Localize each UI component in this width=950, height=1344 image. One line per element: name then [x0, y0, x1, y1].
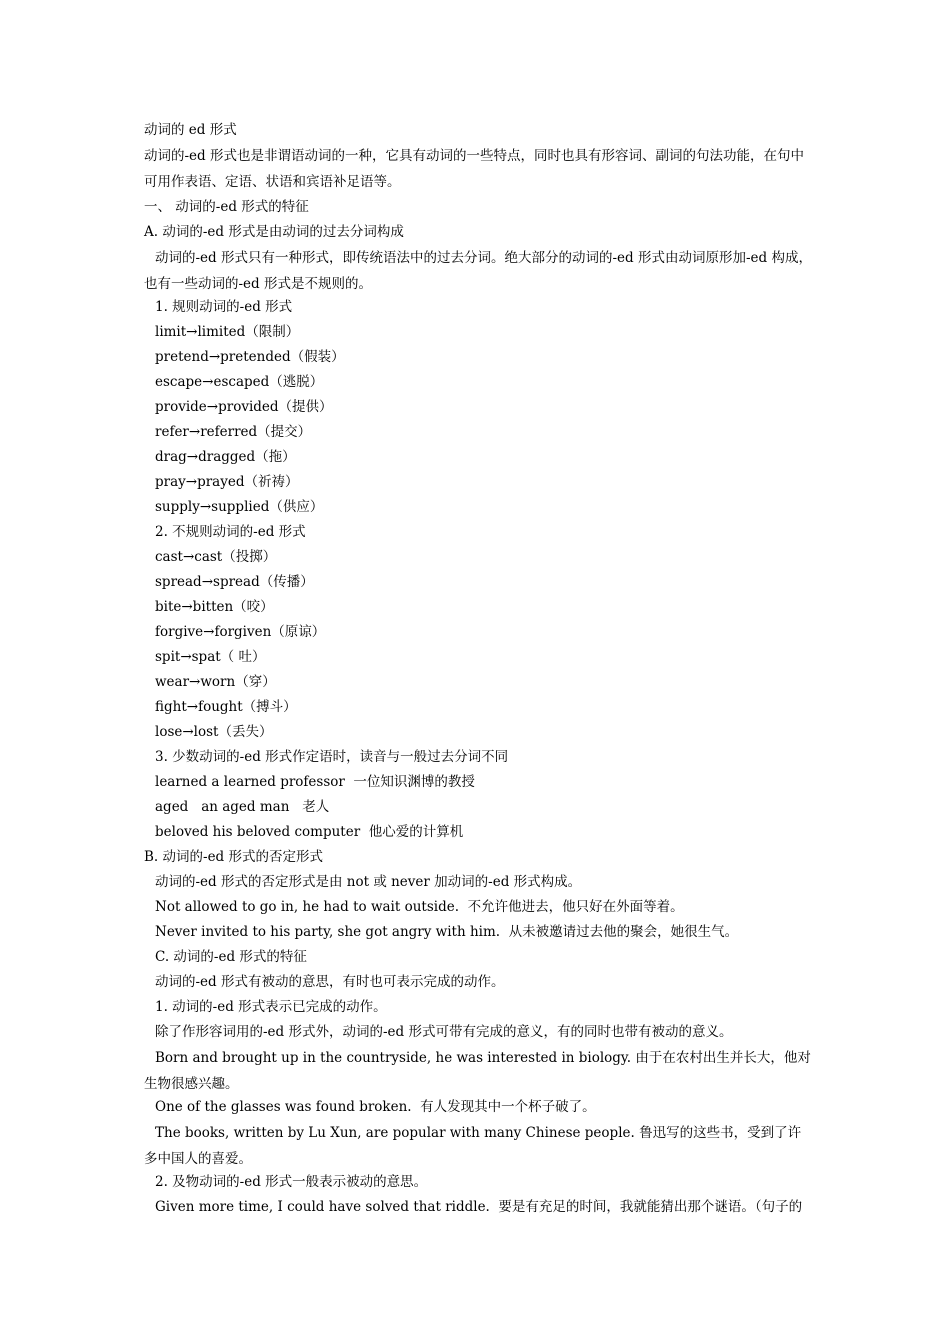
irregular-item: cast→cast（投掷） [155, 549, 277, 565]
regular-item: escape→escaped（逃脱） [155, 374, 324, 390]
part-a-heading: A. 动词的-ed 形式是由动词的过去分词构成 [144, 224, 404, 240]
part-b-example: Not allowed to go in, he had to wait outside. 不允许他进去，他只好在外面等着。 [155, 899, 684, 915]
regular-item: pretend→pretended（假装） [155, 349, 345, 365]
irregular-item: lose→lost（丢失） [155, 724, 273, 740]
part-c1-heading: 1. 动词的-ed 形式表示已完成的动作。 [155, 999, 387, 1015]
special-heading: 3. 少数动词的-ed 形式作定语时，读音与一般过去分词不同 [155, 749, 509, 765]
regular-item: pray→prayed（祈祷） [155, 474, 299, 490]
special-item: beloved his beloved computer 他心爱的计算机 [155, 824, 464, 840]
regular-item: drag→dragged（拖） [155, 449, 296, 465]
special-item: learned a learned professor 一位知识渊博的教授 [155, 774, 475, 790]
irregular-item: forgive→forgiven（原谅） [155, 624, 326, 640]
part-b-heading: B. 动词的-ed 形式的否定形式 [144, 849, 323, 865]
irregular-item: fight→fought（搏斗） [155, 699, 297, 715]
part-c-heading: C. 动词的-ed 形式的特征 [155, 949, 307, 965]
intro-paragraph: 动词的-ed 形式也是非谓语动词的一种，它具有动词的一些特点，同时也具有形容词、副词的句法功能，在句中可用作表语、定语、状语和宾语补足语等。 [144, 148, 804, 190]
irregular-item: spit→spat（ 吐） [155, 649, 266, 665]
part-a-paragraph: 动词的-ed 形式只有一种形式，即传统语法中的过去分词。绝大部分的动词的-ed 形式由动词原形加-ed 构成，也有一些动词的-ed 形式是不规则的。 [144, 250, 812, 292]
regular-item: provide→provided（提供） [155, 399, 333, 415]
irregular-item: wear→worn（穿） [155, 674, 276, 690]
part-c1-paragraph: 除了作形容词用的-ed 形式外，动词的-ed 形式可带有完成的意义，有的同时也带有被动的意义。 [155, 1024, 733, 1040]
regular-heading: 1. 规则动词的-ed 形式 [155, 299, 293, 315]
part-c2-example: Given more time, I could have solved that riddle. 要是有充足的时间，我就能猜出那个谜语。（句子的 [155, 1199, 803, 1215]
document-title: 动词的 ed 形式 [144, 122, 237, 138]
regular-item: refer→referred（提交） [155, 424, 312, 440]
irregular-item: bite→bitten（咬） [155, 599, 274, 615]
section-heading: 一、 动词的-ed 形式的特征 [144, 199, 309, 215]
document-page [144, 118, 814, 1220]
part-c1-example: The books, written by Lu Xun, are popular with many Chinese people. 鲁迅写的这些书，受到了许多中国人的喜爱。 [144, 1125, 802, 1167]
regular-item: limit→limited（限制） [155, 324, 300, 340]
part-c1-example: Born and brought up in the countryside, he was interested in biology. 由于在农村出生并长大，他对生物很感兴趣。 [144, 1050, 811, 1092]
part-c2-heading: 2. 及物动词的-ed 形式一般表示被动的意思。 [155, 1174, 428, 1190]
part-b-paragraph: 动词的-ed 形式的否定形式是由 not 或 never 加动词的-ed 形式构成。 [155, 874, 582, 890]
part-b-example: Never invited to his party, she got angry with him. 从未被邀请过去他的聚会，她很生气。 [155, 924, 739, 940]
irregular-item: spread→spread（传播） [155, 574, 314, 590]
regular-item: supply→supplied（供应） [155, 499, 324, 515]
part-c1-example: One of the glasses was found broken. 有人发现其中一个杯子破了。 [155, 1099, 596, 1115]
special-item: aged an aged man 老人 [155, 799, 330, 815]
irregular-heading: 2. 不规则动词的-ed 形式 [155, 524, 306, 540]
part-c-paragraph: 动词的-ed 形式有被动的意思，有时也可表示完成的动作。 [155, 974, 505, 990]
